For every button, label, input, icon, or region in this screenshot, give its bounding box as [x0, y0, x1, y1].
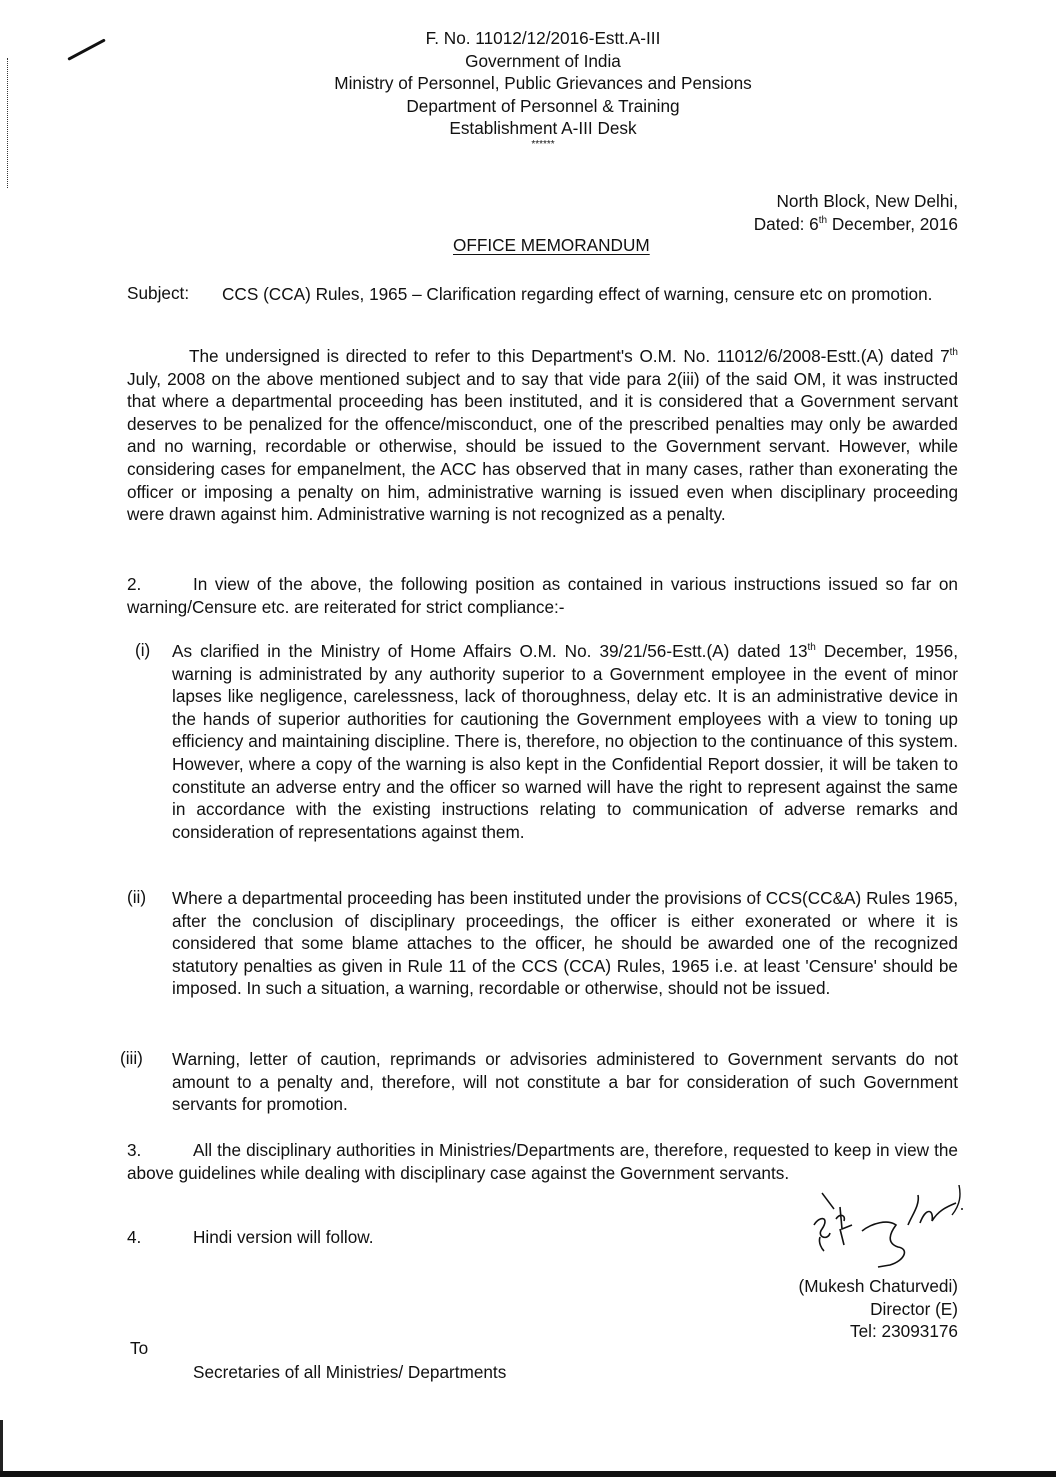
document-title: OFFICE MEMORANDUM [453, 235, 650, 255]
recipients: Secretaries of all Ministries/ Departments [193, 1362, 507, 1382]
subject-text: CCS (CCA) Rules, 1965 – Clarification regarding effect of warning, censure etc on promotion. [222, 284, 933, 304]
signatory-designation: Director (E) [870, 1298, 958, 1319]
separator-stars: ****** [531, 138, 555, 150]
paragraph-4: 4. Hindi version will follow. [127, 1227, 374, 1247]
signature-icon [800, 1185, 1030, 1275]
signatory-telephone: Tel: 23093176 [850, 1321, 958, 1341]
to-label: To [130, 1338, 149, 1358]
paragraph-1: The undersigned is directed to refer to this Department's O.M. No. 11012/6/2008-Estt.(A) dated 7th July, 2008 on the above mentioned subject and to say that vide para 2(iii) of the said OM, it was instructed that where a departmental proceeding has been instituted, and it is considered that a Government servant deserves to be penalized for the offence/misconduct, one of the prescribed penalties may only be awarded and no warning, recordable or otherwise, should be issued to the Government servant. However, while considering cases for empanelment, the ACC has observed that in many cases, rather than exonerating the officer or imposing a penalty on him, administrative warning is issued even when disciplinary proceeding were drawn against him. Administrative warning is not recognized as a penalty. [127, 346, 958, 525]
ministry-name: Ministry of Personnel, Public Grievances and Pensions [334, 73, 752, 93]
subject-label: Subject: [127, 283, 190, 303]
paragraph-3: 3. All the disciplinary authorities in Ministries/Departments are, therefore, requested to keep in view the above guidelines while dealing with disciplinary case against the Government servants. [127, 1140, 958, 1183]
government-name: Government of India [465, 50, 621, 71]
letterhead [0, 27, 1056, 150]
place: North Block, New Delhi, [776, 191, 958, 211]
desk-name: Establishment A-III Desk [449, 118, 637, 138]
scan-bottom-border [0, 1471, 1056, 1477]
signatory-name: (Mukesh Chaturvedi) [798, 1276, 958, 1296]
date: Dated: 6th December, 2016 [753, 213, 958, 234]
signatory-block [798, 1275, 958, 1343]
place-date [754, 190, 958, 235]
scan-left-border [0, 1420, 3, 1477]
file-number: F. No. 11012/12/2016-Estt.A-III [425, 28, 661, 48]
department-name: Department of Personnel & Training [406, 95, 680, 116]
paragraph-2: 2. In view of the above, the following position as contained in various instructions issued so far on warning/Censure etc. are reiterated for strict compliance:- [127, 574, 958, 617]
